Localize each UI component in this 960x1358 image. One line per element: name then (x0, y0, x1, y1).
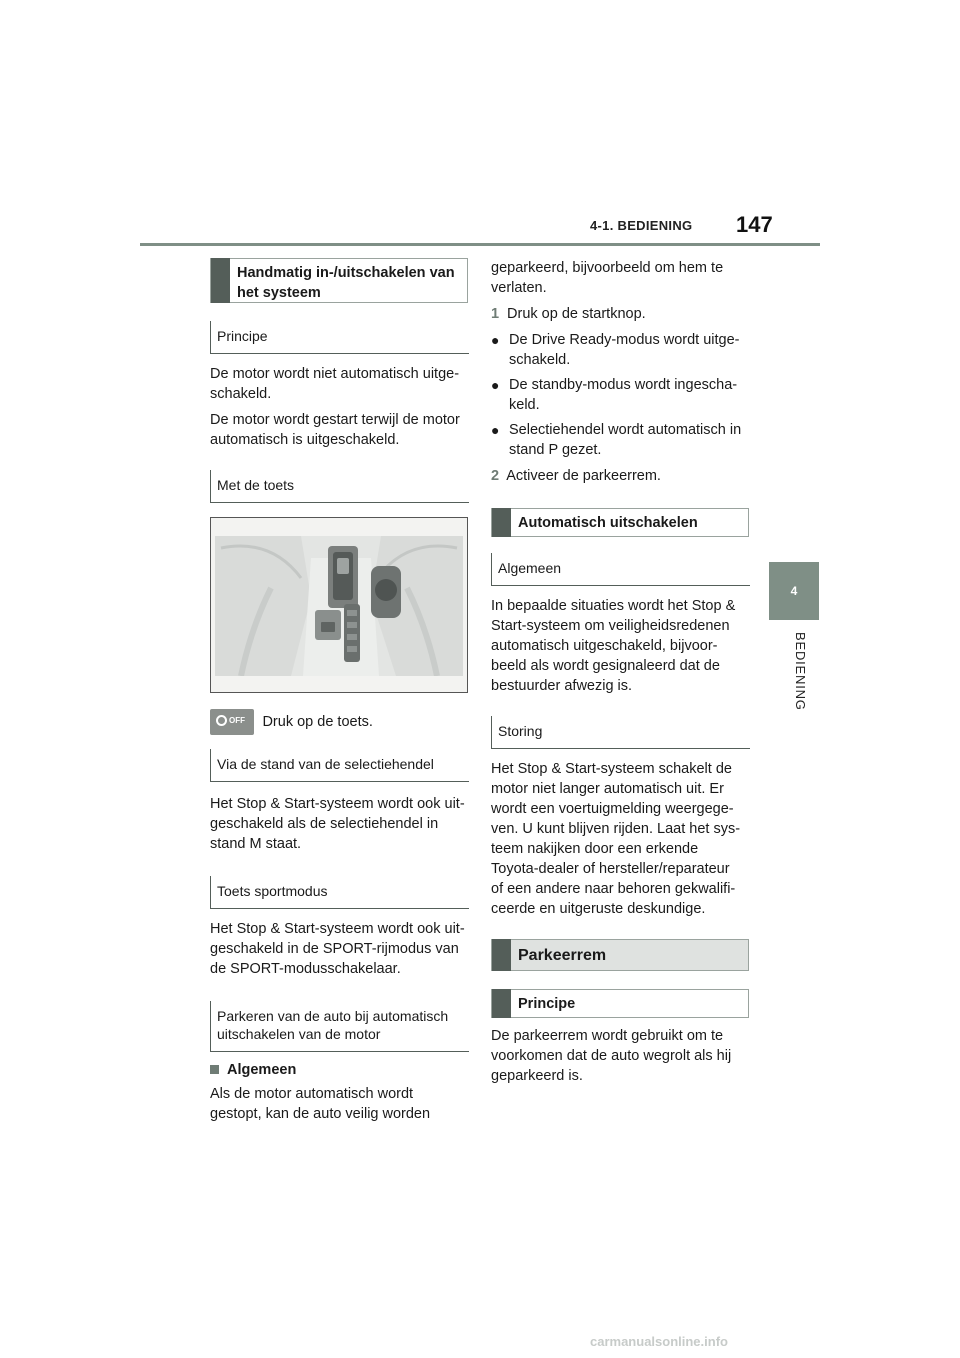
header-rule (140, 243, 820, 246)
bullet-text: De standby-modus wordt ingescha-keld. (509, 377, 738, 413)
section-heading-text: Principe (518, 996, 576, 1012)
algemeen-label: Algemeen (227, 1062, 297, 1078)
paragraph: geparkeerd, bijvoorbeeld om hem te verlaten. (491, 260, 724, 296)
bullet-item (491, 420, 745, 460)
chapter-tab: 4 (769, 562, 819, 620)
subheading-selectiehendel: Via de stand van de selectiehendel (210, 749, 469, 782)
paragraph: De motor wordt niet automatisch uitge-schakeld. (210, 366, 460, 402)
subheading-storing: Storing (491, 716, 750, 749)
bullet-dot-icon: ● (491, 377, 500, 393)
bullet-item (491, 375, 741, 415)
square-bullet-icon (210, 1065, 219, 1074)
bullet-list (491, 330, 749, 460)
console-svg (211, 518, 467, 692)
bullet-dot-icon: ● (491, 332, 500, 348)
paragraph: Het Stop & Start-systeem wordt ook uit-geschakeld als de selectiehendel in stand M staat. (210, 796, 465, 852)
press-row (210, 709, 468, 735)
bullet-text: De Drive Ready-modus wordt uitge-schakeld. (509, 332, 740, 368)
step-item (491, 466, 749, 486)
step-text: Druk op de startknop. (507, 306, 646, 322)
page-number: 147 (736, 212, 773, 237)
section-heading (491, 508, 749, 537)
paragraph: Het Stop & Start-systeem schakelt de motor niet langer automatisch uit. Er wordt een voertuigmelding weergege-ven. U kunt blijven rijden. Laat het sys-teem nakijken door een erkende Toyota-dealer of hersteller/reparateur of een andere naar behoren gekwalifi-ceerde en uitgeruste deskundige. (491, 761, 741, 917)
step-list (491, 466, 749, 486)
paragraph: De motor wordt gestart terwijl de motor automatisch is uitgeschakeld. (210, 412, 460, 448)
step-list (491, 304, 749, 324)
chapter-side-label: BEDIENING (793, 632, 808, 711)
right-column (491, 258, 749, 1086)
section-heading (210, 258, 468, 303)
step-item (491, 304, 749, 324)
bullet-item (491, 330, 741, 370)
section-heading-text: Parkeerrem (518, 947, 607, 964)
paragraph: In bepaalde situaties wordt het Stop & Start-systeem om veiligheidsredenen automatisch uitgeschakeld, bijvoor-beeld als wordt gesignaleerd dat de bestuurder afwezig is. (491, 598, 736, 694)
step-number: 2 (491, 468, 500, 484)
press-instruction: Druk op de toets. (262, 714, 373, 730)
chapter-title: 4-1. BEDIENING (590, 218, 693, 233)
chapter-section-heading (491, 939, 749, 971)
subheading-parkeren: Parkeren van de auto bij automatisch uitschakelen van de motor (210, 1001, 469, 1052)
bullet-dot-icon: ● (491, 422, 500, 438)
paragraph: Als de motor automatisch wordt gestopt, kan de auto veilig worden (210, 1086, 431, 1122)
subheading-algemeen: Algemeen (491, 553, 750, 586)
step-text: Activeer de parkeerrem. (506, 468, 661, 484)
paragraph: De parkeerrem wordt gebruikt om te voorkomen dat de auto wegrolt als hij geparkeerd is. (491, 1028, 732, 1084)
auto-start-stop-off-icon (210, 709, 254, 735)
subheading-principe: Principe (210, 321, 469, 354)
algemeen-heading (210, 1060, 468, 1080)
bullet-text: Selectiehendel wordt automatisch in stand P gezet. (509, 422, 742, 458)
center-console-illustration (210, 517, 468, 693)
section-heading-text: Automatisch uitschakelen (518, 515, 698, 531)
watermark: carmanualsonline.info (590, 1334, 728, 1349)
section-heading-text: Handmatig in-/uitschakelen van het systeem (237, 265, 455, 301)
step-number: 1 (491, 306, 500, 322)
section-heading (491, 989, 749, 1018)
subheading-sportmodus: Toets sportmodus (210, 876, 469, 909)
left-column (210, 258, 468, 1124)
subheading-met-de-toets: Met de toets (210, 470, 469, 503)
paragraph: Het Stop & Start-systeem wordt ook uit-geschakeld in de SPORT-rijmodus van de SPORT-modusschakelaar. (210, 921, 465, 977)
